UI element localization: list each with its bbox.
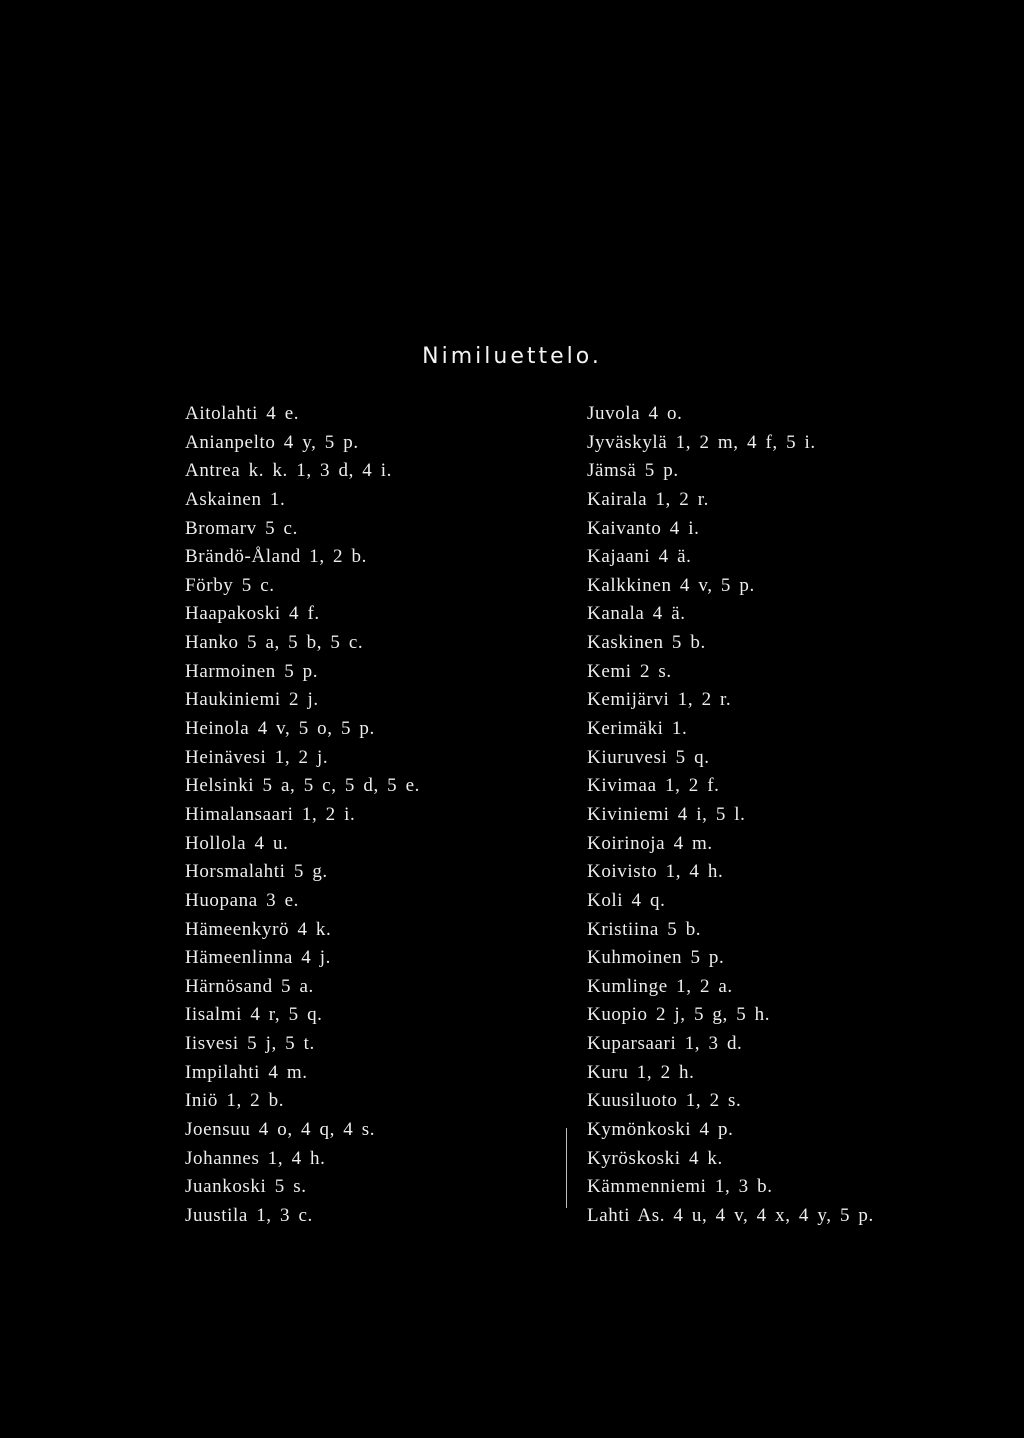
index-entry: Kairala 1, 2 r. bbox=[587, 488, 709, 510]
index-entry: Johannes 1, 4 h. bbox=[185, 1147, 326, 1169]
index-entry: Kymönkoski 4 p. bbox=[587, 1119, 734, 1141]
index-entry: Haapakoski 4 f. bbox=[185, 603, 320, 625]
index-entry: Koirinoja 4 m. bbox=[587, 832, 713, 854]
page-title: Nimiluettelo. bbox=[422, 344, 602, 369]
index-entry: Kuparsaari 1, 3 d. bbox=[587, 1033, 743, 1055]
index-entry: Kuhmoinen 5 p. bbox=[587, 947, 725, 969]
index-entry: Kumlinge 1, 2 a. bbox=[587, 975, 733, 997]
index-entry: Koli 4 q. bbox=[587, 889, 666, 911]
index-entry: Jyväskylä 1, 2 m, 4 f, 5 i. bbox=[587, 431, 816, 453]
index-entry: Kerimäki 1. bbox=[587, 718, 688, 740]
index-entry: Helsinki 5 a, 5 c, 5 d, 5 e. bbox=[185, 775, 420, 797]
index-entry: Iisvesi 5 j, 5 t. bbox=[185, 1033, 315, 1055]
index-entry: Koivisto 1, 4 h. bbox=[587, 861, 724, 883]
index-column-left bbox=[181, 400, 561, 1231]
index-entry: Huopana 3 e. bbox=[185, 889, 299, 911]
index-entry: Kanala 4 ä. bbox=[587, 603, 686, 625]
index-entry: Himalansaari 1, 2 i. bbox=[185, 803, 356, 825]
index-entry: Aitolahti 4 e. bbox=[185, 403, 300, 424]
index-entry: Lahti As. 4 u, 4 v, 4 x, 4 y, 5 p. bbox=[587, 1204, 874, 1226]
index-entry: Förby 5 c. bbox=[185, 574, 275, 596]
index-entry: Hollola 4 u. bbox=[185, 832, 289, 854]
index-entry: Juankoski 5 s. bbox=[185, 1176, 307, 1198]
index-entry: Kaskinen 5 b. bbox=[587, 632, 706, 654]
index-entry: Iisalmi 4 r, 5 q. bbox=[185, 1004, 323, 1026]
index-entry: Kajaani 4 ä. bbox=[587, 546, 692, 568]
index-entry: Kuru 1, 2 h. bbox=[587, 1061, 695, 1083]
index-entry: Heinola 4 v, 5 o, 5 p. bbox=[185, 718, 375, 740]
index-entry: Antrea k. k. 1, 3 d, 4 i. bbox=[185, 460, 392, 482]
index-entry: Impilahti 4 m. bbox=[185, 1061, 308, 1083]
index-entry: Hanko 5 a, 5 b, 5 c. bbox=[185, 632, 364, 654]
index-entry: Kuusiluoto 1, 2 s. bbox=[587, 1090, 742, 1112]
index-column-right bbox=[587, 400, 1007, 1231]
index-entry: Kuopio 2 j, 5 g, 5 h. bbox=[587, 1004, 771, 1026]
index-entry: Jämsä 5 p. bbox=[587, 460, 679, 482]
index-entry: Kemi 2 s. bbox=[587, 660, 672, 682]
index-entry: Iniö 1, 2 b. bbox=[185, 1090, 285, 1112]
index-entry: Hämeenlinna 4 j. bbox=[185, 947, 331, 969]
index-entry: Kämmenniemi 1, 3 b. bbox=[587, 1176, 773, 1198]
index-entry: Bromarv 5 c. bbox=[185, 517, 298, 539]
column-divider-rule bbox=[566, 1128, 567, 1208]
index-entry: Kivimaa 1, 2 f. bbox=[587, 775, 720, 797]
index-entry: Askainen 1. bbox=[185, 488, 286, 510]
index-entry: Hämeenkyrö 4 k. bbox=[185, 918, 332, 940]
index-entry: Härnösand 5 a. bbox=[185, 975, 314, 997]
index-entry: Heinävesi 1, 2 j. bbox=[185, 746, 329, 768]
index-entry: Haukiniemi 2 j. bbox=[185, 689, 319, 711]
index-entry: Kyröskoski 4 k. bbox=[587, 1147, 723, 1169]
index-entry: Anianpelto 4 y, 5 p. bbox=[185, 431, 359, 453]
index-entry: Joensuu 4 o, 4 q, 4 s. bbox=[185, 1119, 376, 1141]
index-entry: Kiuruvesi 5 q. bbox=[587, 746, 710, 768]
index-entry: Kemijärvi 1, 2 r. bbox=[587, 689, 732, 711]
index-entry: Kiviniemi 4 i, 5 l. bbox=[587, 803, 746, 825]
index-entry: Juvola 4 o. bbox=[587, 403, 683, 424]
index-entry: Juustila 1, 3 c. bbox=[185, 1204, 313, 1226]
index-entry: Brändö-Åland 1, 2 b. bbox=[185, 546, 367, 568]
index-entry: Kaivanto 4 i. bbox=[587, 517, 700, 539]
index-entry: Kalkkinen 4 v, 5 p. bbox=[587, 574, 755, 596]
index-entry: Harmoinen 5 p. bbox=[185, 660, 319, 682]
index-entry: Kristiina 5 b. bbox=[587, 918, 702, 940]
index-entry: Horsmalahti 5 g. bbox=[185, 861, 328, 883]
